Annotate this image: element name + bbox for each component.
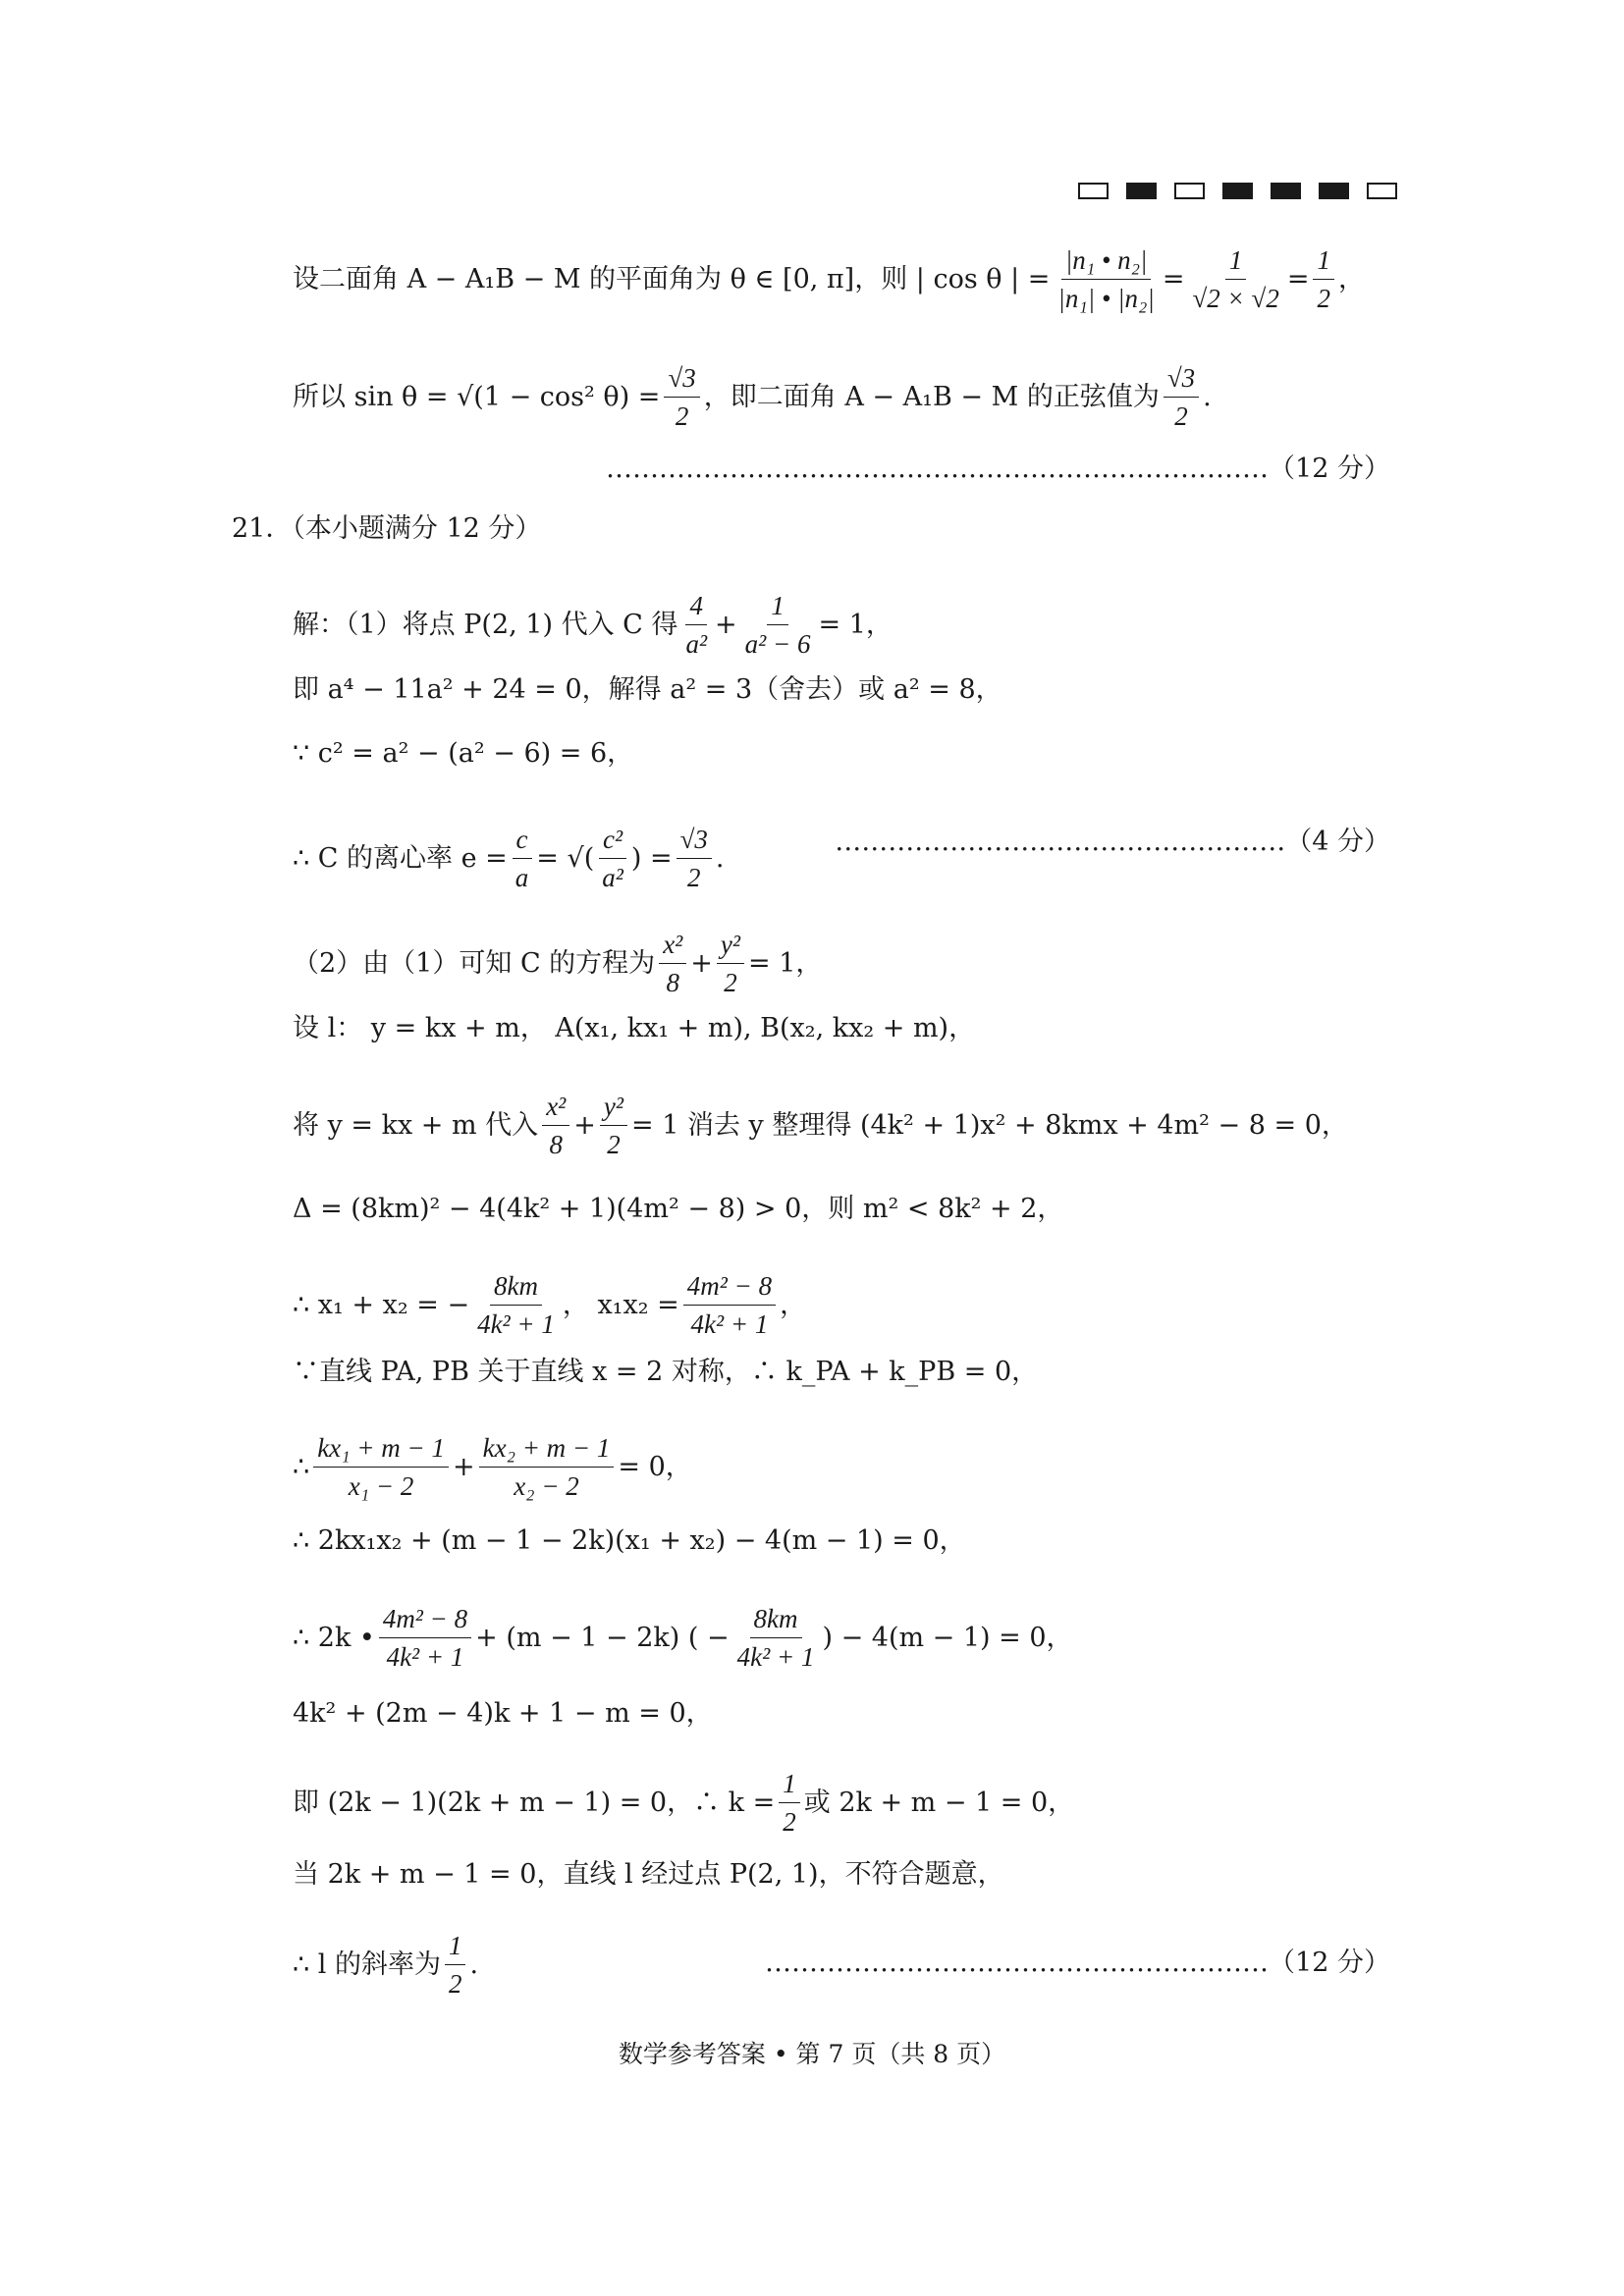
fraction: $\frac{√3}{2}$: [664, 361, 699, 433]
score-marker: …………………………………………………（12 分）: [765, 1948, 1390, 1978]
line-dihedral-cos: 设二面角 A − A₁B − M 的平面角为 θ ∈ [0, π]，则 | cos θ | = $\frac{\text{|n₁ • n₂|}}{\text{|n₁| • |n₂|}}$ = $\frac{1}{√2 \times √2}$ = $\frac{1}{2}$ ，: [293, 245, 1365, 313]
mark-filled: [1319, 183, 1349, 199]
mark-filled: [1271, 183, 1301, 199]
fraction: $\frac{\text{x²}}{8}$: [542, 1090, 569, 1161]
mark-filled: [1222, 183, 1253, 199]
line-dihedral-sin: 所以 sin θ = √(1 − cos² θ) = $\frac{√3}{2}$ ，即二面角 A − A₁B − M 的正弦值为 $\frac{√3}{2}$ .: [293, 363, 1212, 431]
fraction: $\frac{\text{y²}}{2}$: [717, 928, 744, 999]
fraction: $\frac{1}{2}$: [779, 1767, 800, 1839]
fraction: $\frac{\text{y²}}{2}$: [600, 1090, 627, 1161]
fraction: $\frac{8km}{\text{4k² + 1}}$: [477, 1271, 555, 1339]
mark-empty: [1078, 183, 1109, 199]
fraction: $\frac{√3}{2}$: [1164, 361, 1199, 433]
line-set-l: 设 l： y = kx + m， A(x₁, kx₁ + m), B(x₂, kx₂ + m)，: [293, 1013, 976, 1043]
page-footer: 数学参考答案 • 第 7 页（共 8 页）: [618, 2040, 1006, 2068]
fraction: $\frac{1}{√2 \times √2}$: [1192, 245, 1279, 313]
line-quartic: 即 a⁴ − 11a² + 24 = 0，解得 a² = 3（舍去）或 a² = 8，: [293, 674, 1002, 705]
mark-empty: [1367, 183, 1397, 199]
fraction: $\frac{√3}{2}$: [677, 823, 712, 894]
fraction: $\frac{1}{\text{a² − 6}}$: [744, 591, 811, 659]
line-slope-sum: ∴ $\frac{\text{kx₁ + m − 1}}{\text{x₁ − 2}}$ + $\frac{\text{kx₂ + m − 1}}{\text{x₂ − 2}}$ = 0，: [293, 1433, 692, 1501]
mark-empty: [1174, 183, 1205, 199]
fraction: $\frac{\text{4m² − 8}}{\text{4k² + 1}}$: [379, 1602, 471, 1674]
line-ellipse-equation: （2）由（1）可知 C 的方程为 $\frac{\text{x²}}{8}$ + $\frac{\text{y²}}{2}$ = 1，: [293, 930, 823, 997]
question-title: 21．（本小题满分 12 分）: [232, 513, 542, 544]
fraction: $\frac{1}{2}$: [1313, 243, 1334, 315]
line-substituted-vieta: ∴ 2k • $\frac{\text{4m² − 8}}{\text{4k² + 1}}$ + (m − 1 − 2k) ( − $\frac{8km}{\text{4k² + 1}}$ ) − 4(m − 1) = 0，: [293, 1604, 1073, 1672]
line-c-squared: ∵ c² = a² − (a² − 6) = 6，: [293, 738, 634, 769]
fraction: $\frac{c}{a}$: [512, 823, 533, 894]
fraction: $\frac{\text{kx₂ + m − 1}}{\text{x₂ − 2}}$: [479, 1431, 615, 1503]
fraction: $\frac{\text{x²}}{8}$: [659, 928, 686, 999]
line-symmetric: ∵直线 PA, PB 关于直线 x = 2 对称，∴ k_PA + k_PB = 0，: [293, 1357, 1039, 1387]
line-expand: ∴ 2kx₁x₂ + (m − 1 − 2k)(x₁ + x₂) − 4(m − 1) = 0，: [293, 1525, 966, 1556]
score-marker: ……………………………………………（4 分）: [835, 827, 1390, 857]
fraction: $\frac{\text{c²}}{\text{a²}}$: [598, 823, 627, 894]
mark-filled: [1126, 183, 1157, 199]
line-substitute-p: 解：（1）将点 P(2, 1) 代入 C 得 $\frac{4}{\text{a²}}$ + $\frac{1}{\text{a² − 6}}$ = 1，: [293, 591, 893, 659]
fraction: $\frac{\text{kx₁ + m − 1}}{\text{x₁ − 2}}$: [313, 1431, 449, 1503]
line-eccentricity: ∴ C 的离心率 e = $\frac{c}{a}$ = √( $\frac{\text{c²}}{\text{a²}}$ ) = $\frac{√3}{2}$ .: [293, 825, 725, 892]
line-substitute-line: 将 y = kx + m 代入 $\frac{\text{x²}}{8}$ + $\frac{\text{y²}}{2}$ = 1 消去 y 整理得 (4k² + 1)x² + 8kmx + 4m² − 8 = 0，: [293, 1092, 1348, 1159]
line-vieta: ∴ x₁ + x₂ = − $\frac{8km}{\text{4k² + 1}}$ ， x₁x₂ = $\frac{\text{4m² − 8}}{\text{4k² + 1}}$ ，: [293, 1271, 807, 1339]
line-discriminant: Δ = (8km)² − 4(4k² + 1)(4m² − 8) > 0，则 m² < 8k² + 2，: [293, 1194, 1064, 1224]
fraction: $\frac{8km}{\text{4k² + 1}}$: [736, 1604, 815, 1672]
fraction: $\frac{1}{2}$: [445, 1929, 466, 2001]
line-quadratic-k: 4k² + (2m − 4)k + 1 − m = 0，: [293, 1698, 713, 1729]
line-factor: 即 (2k − 1)(2k + m − 1) = 0，∴ k = $\frac{1}{2}$ 或 2k + m − 1 = 0，: [293, 1769, 1075, 1837]
line-exclude-case: 当 2k + m − 1 = 0，直线 l 经过点 P(2, 1)，不符合题意，: [293, 1859, 1004, 1890]
score-marker: …………………………………………………………………（12 分）: [606, 454, 1390, 484]
page-marks: [1078, 183, 1415, 202]
fraction: $\frac{\text{4m² − 8}}{\text{4k² + 1}}$: [683, 1269, 776, 1341]
text: 设二面角 A − A₁B − M 的平面角为 θ ∈ [0, π]，则 | cos θ | =: [293, 263, 1051, 294]
fraction: $\frac{\text{|n₁ • n₂|}}{\text{|n₁| • |n₂|}}$: [1057, 245, 1155, 313]
fraction: $\frac{4}{\text{a²}}$: [685, 591, 708, 659]
line-slope-result: ∴ l 的斜率为 $\frac{1}{2}$ .: [293, 1931, 479, 1999]
